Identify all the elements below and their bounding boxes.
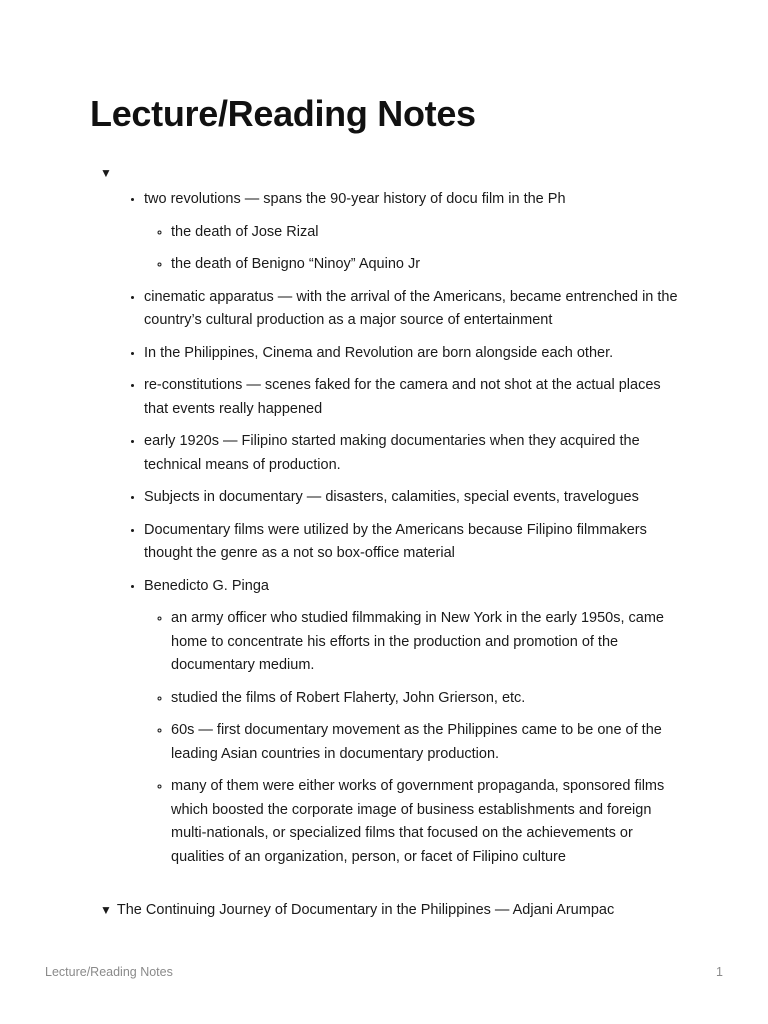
sub-list-item: ◦ 60s — first documentary movement as the Philippines came to be one of the leading Asian countries in documentary production. bbox=[171, 719, 680, 766]
toggle-content bbox=[0, 188, 768, 878]
toggle-arrow-icon[interactable]: ▼ bbox=[100, 903, 112, 917]
list-item: • In the Philippines, Cinema and Revolution are born alongside each other. bbox=[144, 342, 680, 366]
sub-list bbox=[144, 607, 680, 869]
list-item: • Documentary films were utilized by the Americans because Filipino filmmakers thought the genre as a not so box-office material bbox=[144, 519, 680, 566]
footer-page-number: 1 bbox=[716, 965, 723, 979]
toggle-block-1[interactable] bbox=[100, 162, 117, 186]
toggle-block-2[interactable] bbox=[100, 899, 614, 923]
sub-list-item: ◦ the death of Jose Rizal bbox=[171, 221, 680, 245]
page-title: Lecture/Reading Notes bbox=[90, 93, 476, 134]
toggle-arrow-icon[interactable]: ▼ bbox=[100, 166, 112, 180]
sub-list bbox=[144, 221, 680, 277]
list-item: • re-constitutions — scenes faked for the camera and not shot at the actual places that events really happened bbox=[144, 374, 680, 421]
notes-list bbox=[0, 188, 680, 869]
sub-list-item: ◦ the death of Benigno “Ninoy” Aquino Jr bbox=[171, 253, 680, 277]
sub-list-item: ◦ studied the films of Robert Flaherty, John Grierson, etc. bbox=[171, 687, 680, 711]
list-item: • Benedicto G. Pinga ◦ an army officer who studied filmmaking in New York in the early 1950s, came home to concentrate his efforts in the production and promotion of the documentary medium. ◦ studied the films of Robert Flaherty, John Grierson, etc. ◦ 60s — first documentary movement as the Philippines came to be one of the leading Asian countries in documentary production. ◦ many of them were either works of government propaganda, sponsored films which boosted the corporate image of business establishments and foreign multi-nationals, or specialized films that focused on the achievements or qualities of an organization, person, or facet of Filipino culture bbox=[144, 575, 680, 870]
list-item: • two revolutions — spans the 90-year history of docu film in the Ph ◦ the death of Jose Rizal ◦ the death of Benigno “Ninoy” Aquino Jr bbox=[144, 188, 680, 277]
list-item: • early 1920s — Filipino started making documentaries when they acquired the technical means of production. bbox=[144, 430, 680, 477]
list-item: • Subjects in documentary — disasters, calamities, special events, travelogues bbox=[144, 486, 680, 510]
toggle-label: The Continuing Journey of Documentary in the Philippines — Adjani Arumpac bbox=[116, 902, 615, 918]
list-item: • cinematic apparatus — with the arrival of the Americans, became entrenched in the country’s cultural production as a major source of entertainment bbox=[144, 286, 680, 333]
sub-list-item: ◦ many of them were either works of government propaganda, sponsored films which boosted the corporate image of business establishments and foreign multi-nationals, or specialized films that focused on the achievements or qualities of an organization, person, or facet of Filipino culture bbox=[171, 775, 680, 869]
footer-doc-title: Lecture/Reading Notes bbox=[45, 965, 173, 979]
sub-list-item: ◦ an army officer who studied filmmaking in New York in the early 1950s, came home to concentrate his efforts in the production and promotion of the documentary medium. bbox=[171, 607, 680, 678]
